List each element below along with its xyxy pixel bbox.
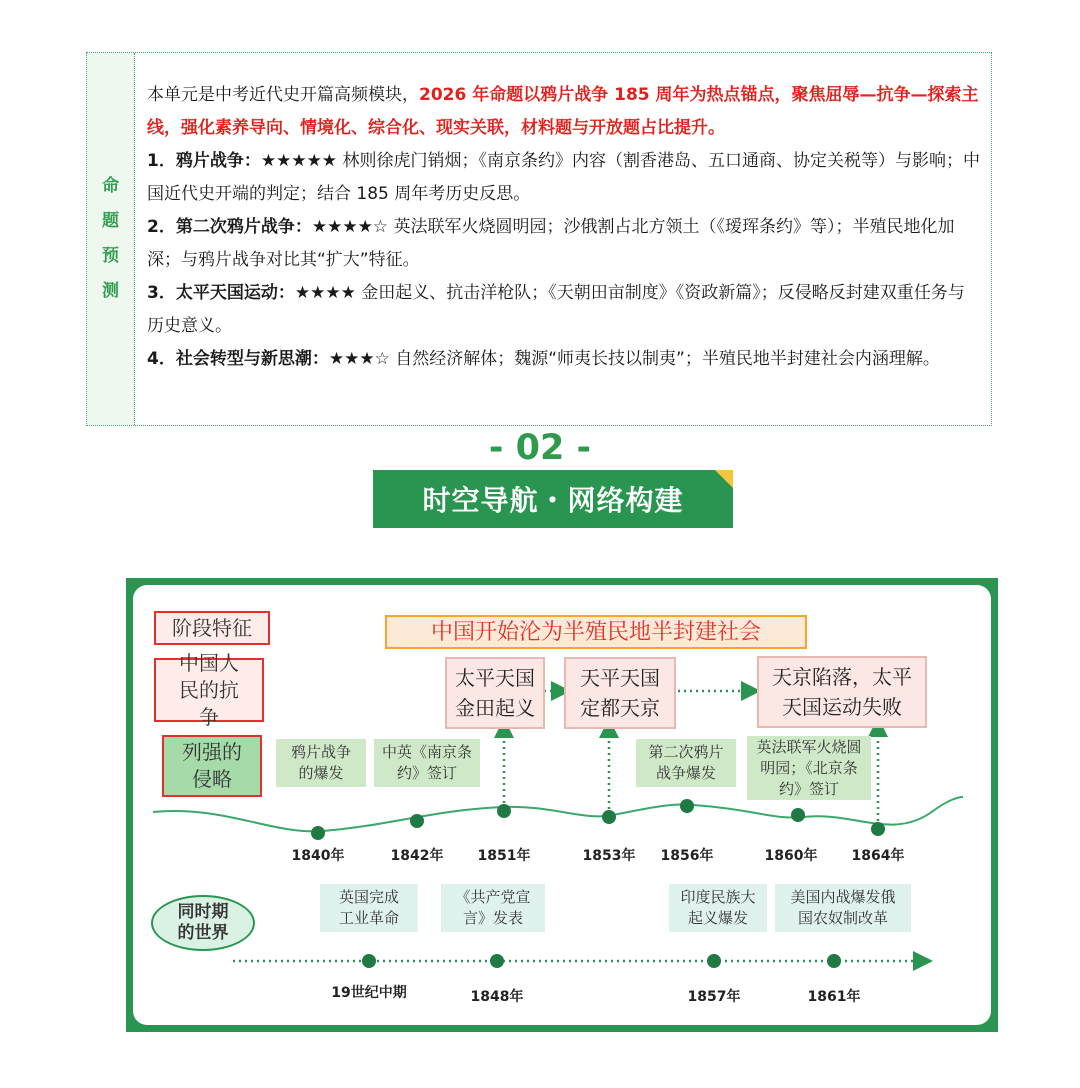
forecast-label-char: 预 (102, 246, 119, 266)
struggle-event-tianjing: 天平天国定都天京 (564, 657, 676, 729)
forecast-box (86, 52, 992, 426)
item-stars: ★★★☆ (328, 349, 390, 369)
forecast-body (135, 53, 991, 425)
year-label: 1853年 (582, 848, 636, 864)
row-label-stage: 阶段特征 (154, 611, 270, 645)
year-label: 1864年 (851, 848, 905, 864)
struggle-event-failure: 天京陷落，太平天国运动失败 (757, 656, 927, 728)
section-banner (373, 470, 733, 528)
timeline-panel (133, 585, 991, 1025)
world-year-label: 1857年 (687, 989, 741, 1005)
item-title: 3．太平天国运动： (147, 283, 295, 303)
axis-dot (791, 808, 805, 822)
forecast-label (87, 53, 135, 425)
timeline-lines (133, 585, 991, 1025)
forecast-label-char: 测 (102, 281, 119, 301)
axis-dot (311, 826, 325, 840)
row-label-aggression: 列强的侵略 (162, 735, 262, 797)
world-dot (362, 954, 376, 968)
aggression-event-opium-war: 鸦片战争的爆发 (276, 739, 366, 787)
intro-highlight: 2026 年命题以鸦片战争 185 周年为热点锚点，聚焦屈辱—抗争—探索主线，强化素养导向、情境化、综合化、现实关联，材料题与开放题占比提升。 (147, 85, 979, 138)
item-text: 金田起义、抗击洋枪队；《天朝田亩制度》《资政新篇》；反侵略反封建双重任务与历史意义。 (147, 283, 965, 336)
aggression-event-second-opium-war: 第二次鸦片战争爆发 (636, 739, 736, 787)
axis-dot (602, 810, 616, 824)
axis-dot (680, 799, 694, 813)
forecast-item (147, 145, 981, 211)
world-year-label: 1861年 (807, 989, 861, 1005)
year-label: 1851年 (477, 848, 531, 864)
forecast-label-char: 题 (102, 211, 119, 231)
item-stars: ★★★★ (294, 283, 356, 303)
forecast-item (147, 277, 981, 343)
item-title: 4．社会转型与新思潮： (147, 349, 329, 369)
year-label: 1840年 (291, 848, 345, 864)
item-title: 2．第二次鸦片战争： (147, 217, 312, 237)
timeline-frame (126, 578, 998, 1032)
aggression-event-nanjing-treaty: 中英《南京条约》签订 (374, 739, 480, 787)
item-stars: ★★★★☆ (311, 217, 389, 237)
intro-text: 本单元是中考近代史开篇高频模块， (147, 85, 419, 105)
item-text: 英法联军火烧圆明园；沙俄割占北方领土（《瑷珲条约》等）；半殖民地化加深；与鸦片战争对比其“扩大”特征。 (147, 217, 955, 270)
main-axis-wave (153, 797, 963, 831)
forecast-item (147, 343, 981, 376)
world-event-industrial-revolution: 英国完成工业革命 (320, 884, 418, 932)
world-event-indian-rebellion: 印度民族大起义爆发 (669, 884, 767, 932)
item-title: 1．鸦片战争： (147, 151, 261, 171)
section-number: - 02 - (488, 428, 592, 468)
item-text: 自然经济解体；魏源“师夷长技以制夷”；半殖民地半封建社会内涵理解。 (389, 349, 940, 369)
year-label: 1856年 (660, 848, 714, 864)
year-label: 1842年 (390, 848, 444, 864)
row-label-world: 同时期的世界 (151, 895, 255, 951)
axis-dot (497, 804, 511, 818)
world-year-label: 1848年 (470, 989, 524, 1005)
forecast-intro (147, 79, 981, 145)
aggression-event-beijing-treaty: 英法联军火烧圆明园；《北京条约》签订 (747, 736, 871, 800)
year-label: 1860年 (764, 848, 818, 864)
section-title: 时空导航・网络构建 (422, 484, 684, 517)
world-dot (707, 954, 721, 968)
row-label-struggle: 中国人民的抗争 (154, 658, 264, 722)
item-text: 林则徐虎门销烟；《南京条约》内容（割香港岛、五口通商、协定关税等）与影响；中国近代史开端的判定；结合 185 周年考历史反思。 (147, 151, 980, 204)
item-stars: ★★★★★ (260, 151, 338, 171)
world-event-us-civil-war: 美国内战爆发俄国农奴制改革 (775, 884, 911, 932)
axis-dot (871, 822, 885, 836)
struggle-event-jintian: 太平天国金田起义 (445, 657, 545, 729)
world-dot (827, 954, 841, 968)
banner-corner-decoration (715, 470, 733, 488)
world-dot (490, 954, 504, 968)
stage-title: 中国开始沦为半殖民地半封建社会 (385, 615, 807, 649)
forecast-item (147, 211, 981, 277)
axis-dot (410, 814, 424, 828)
forecast-label-char: 命 (102, 176, 119, 196)
world-event-communist-manifesto: 《共产党宣言》发表 (441, 884, 545, 932)
world-year-label: 19世纪中期 (331, 985, 407, 1001)
